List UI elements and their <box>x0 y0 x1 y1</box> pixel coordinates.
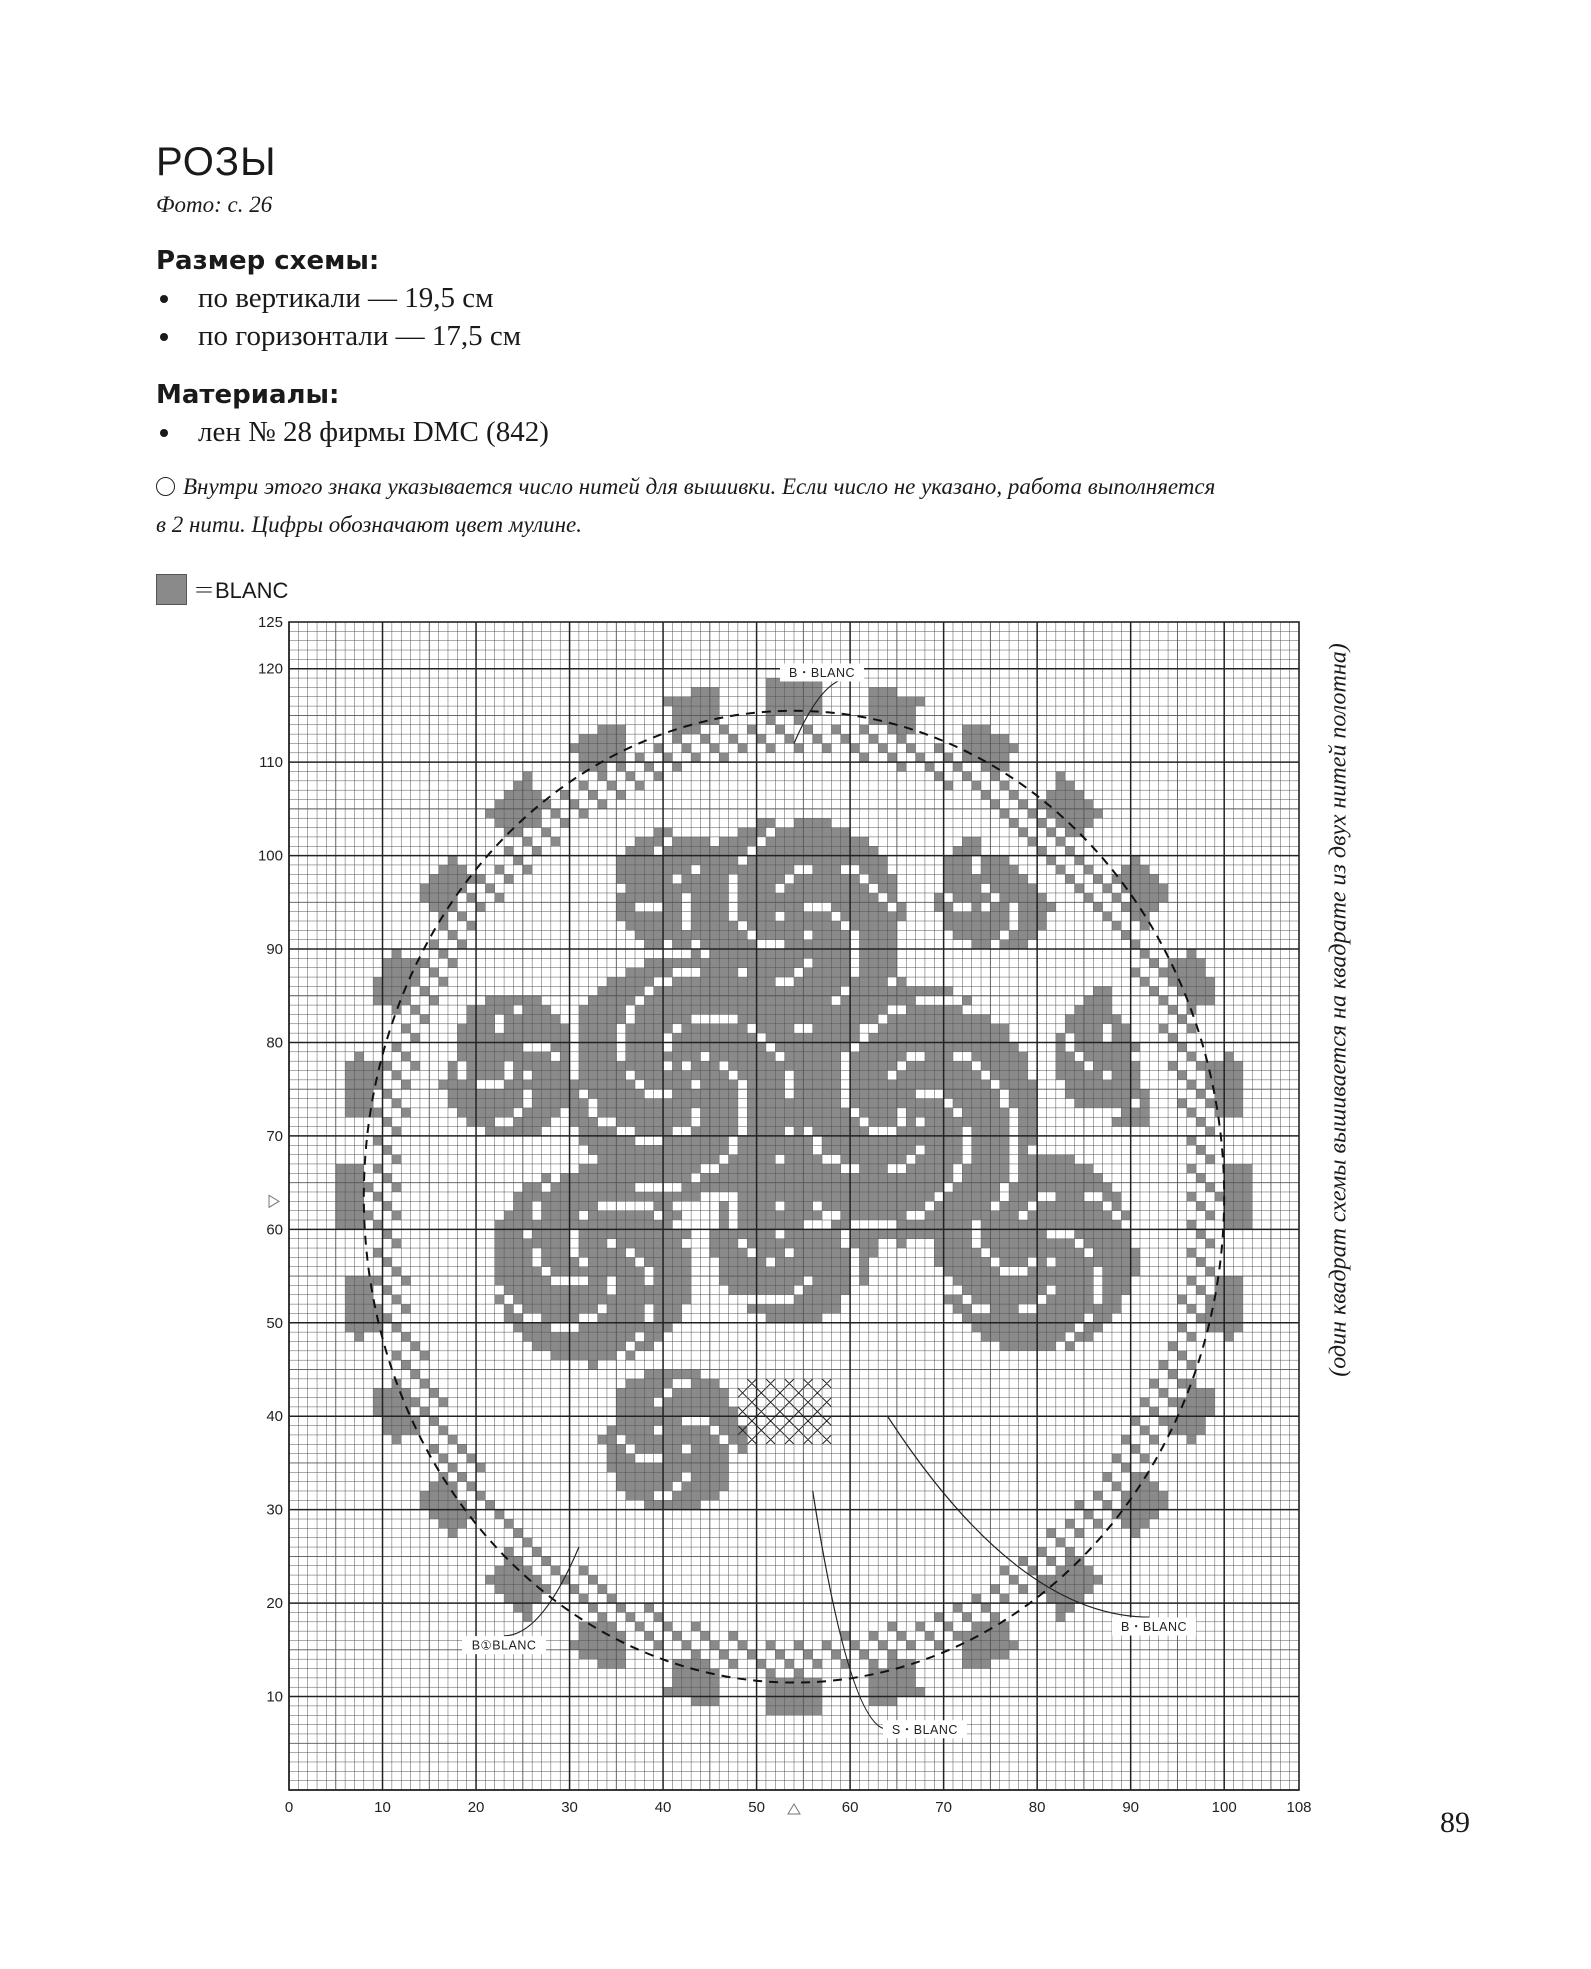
circle-icon <box>156 477 175 496</box>
grid-minor <box>289 622 1299 1790</box>
side-note: (один квадрат схемы вышивается на квадрате из двух нитей полотна) <box>1325 643 1352 1377</box>
y-tick-label: 30 <box>266 1501 283 1519</box>
size-item-vertical: по вертикали — 19,5 см <box>156 282 493 315</box>
y-tick-label: 110 <box>259 754 283 772</box>
y-tick-label: 40 <box>266 1408 283 1426</box>
chart-grid <box>289 622 1299 1790</box>
legend-label: ＝BLANC <box>193 578 289 603</box>
x-tick-label: 80 <box>1028 1799 1046 1816</box>
x-tick-label: 40 <box>654 1799 672 1816</box>
y-tick-label: 60 <box>266 1221 283 1239</box>
callout-label: S・BLANC <box>891 1722 958 1737</box>
bullet-icon <box>160 333 168 341</box>
y-tick-label: 20 <box>266 1595 283 1613</box>
size-heading: Размер схемы: <box>156 246 380 276</box>
y-tick-label: 10 <box>266 1688 283 1706</box>
y-tick-label: 125 <box>257 614 283 631</box>
callout-label: B①BLANC <box>471 1638 537 1653</box>
center-marker-x-icon <box>788 1804 800 1814</box>
note-line-1: Внутри этого знака указывается число нитей для вышивки. Если число не указано, работа выполняется <box>156 474 1215 500</box>
x-tick-label: 0 <box>284 1799 294 1816</box>
y-tick-label: 70 <box>266 1127 283 1145</box>
size-item-horizontal: по горизонтали — 17,5 см <box>156 320 521 353</box>
photo-reference: Фото: с. 26 <box>156 192 273 217</box>
callout-label: B・BLANC <box>1121 1619 1188 1634</box>
page-number: 89 <box>1440 1806 1470 1839</box>
x-tick-label: 50 <box>748 1799 765 1816</box>
x-tick-label: 10 <box>374 1799 391 1816</box>
note-line-2: в 2 нити. Цифры обозначают цвет мулине. <box>156 512 582 537</box>
x-tick-label: 70 <box>935 1799 952 1816</box>
y-tick-label: 80 <box>266 1034 283 1052</box>
bullet-icon <box>160 429 168 437</box>
x-tick-label: 90 <box>1122 1799 1140 1816</box>
bullet-icon <box>160 295 168 303</box>
x-tick-label: 20 <box>467 1799 485 1816</box>
legend-swatch <box>156 574 187 605</box>
x-tick-label: 60 <box>841 1799 859 1816</box>
y-tick-label: 90 <box>266 941 283 959</box>
y-tick-label: 50 <box>266 1314 283 1332</box>
materials-heading: Материалы: <box>156 380 340 410</box>
materials-item: лен № 28 фирмы DMC (842) <box>156 416 549 449</box>
y-tick-label: 100 <box>257 847 283 865</box>
embroidery-chart <box>240 600 1320 1820</box>
x-tick-label: 30 <box>561 1799 578 1816</box>
y-tick-label: 120 <box>257 660 283 678</box>
center-marker-y-icon <box>269 1195 279 1207</box>
page-title: РОЗЫ <box>156 140 277 184</box>
x-tick-label: 108 <box>1286 1799 1312 1816</box>
callout-label: B・BLANC <box>789 665 856 680</box>
x-tick-label: 100 <box>1211 1799 1237 1816</box>
